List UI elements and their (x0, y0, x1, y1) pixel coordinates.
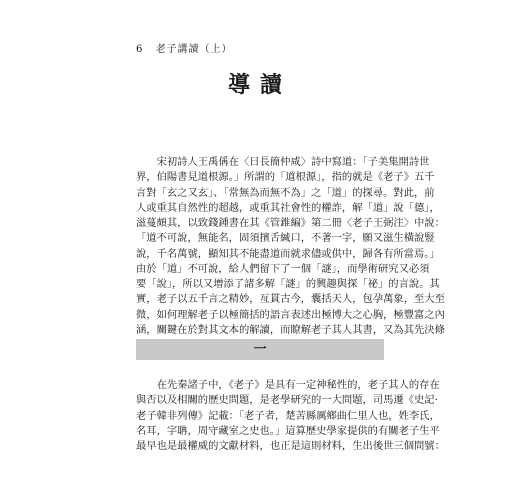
running-header (136, 40, 233, 55)
text-line: 言對「玄之又玄」、「常無為而無不為」之「道」的探尋。對此，前 (136, 186, 435, 199)
text-line: 人或重其自然性的超越，或重其社會性的權詐，解「道」說「德」， (136, 201, 440, 214)
text-line: 宋初詩人王禹偁在〈日長簡仲咸〉詩中寫道：「子美集開詩世 (136, 156, 430, 168)
text-line: 在先秦諸子中，《老子》是具有一定神秘性的，老子其人的存在 (136, 379, 440, 391)
text-line: 老子韓非列傳》記載：「老子者，楚苦縣厲鄉曲仁里人也，姓李氏， (136, 409, 440, 422)
text-line: 滋蔓頗其，以致錢鍾書在其《管錐編》第二冊〈老子王弼注〉中說： (136, 217, 445, 229)
running-title: 老子講讀（上） (155, 44, 233, 55)
section-number: 一 (253, 342, 267, 357)
text-line: 涵，關鍵在於對其文本的解讀，而瞭解老子其人其書，又為其先決條 (136, 323, 445, 336)
text-line: 與否以及相關的歷史問題，是老學研究的一大問題，司馬遷《史記· (136, 394, 438, 407)
text-line: 由於「道」不可說，給人們留下了一個「謎」，而學術研究又必須 (136, 262, 430, 275)
text-line: 名耳，字聃，周守藏室之史也。」這算歷史學家提供的有關老子生平 (136, 424, 440, 437)
text-line: 微，如何理解老子以極簡括的語言表述出極博大之心胸，極豐富之內 (136, 308, 445, 321)
page-number: 6 (136, 44, 144, 55)
body-paragraph (136, 378, 445, 454)
text-line: 實，老子以五千言之精妙，亙貫古今，囊括天人，包孕萬象，至大至 (136, 293, 445, 306)
text-line: 「道不可說，無能名，固須擯舌緘口，不著一字，願又滋生橫說豎 (136, 232, 435, 245)
text-line: 要「說」，所以又增添了諸多解「謎」的興趣與探「祕」的言說。其 (136, 278, 440, 290)
text-line: 界，伯陽書見道根源。」所謂的「道根源」，指的就是《老子》五千 (136, 171, 435, 184)
intro-paragraph (136, 155, 445, 353)
chapter-title: 導讀 (227, 72, 292, 98)
text-line: 最早也是最權威的文獻材料，也正是這則材料，生出後世三個問號： (136, 440, 445, 452)
section-heading-band (136, 339, 384, 360)
text-line: 說，千名萬號，顯知其不能盡道而就求儘或供中，歸各有所當焉。」 (136, 247, 440, 260)
